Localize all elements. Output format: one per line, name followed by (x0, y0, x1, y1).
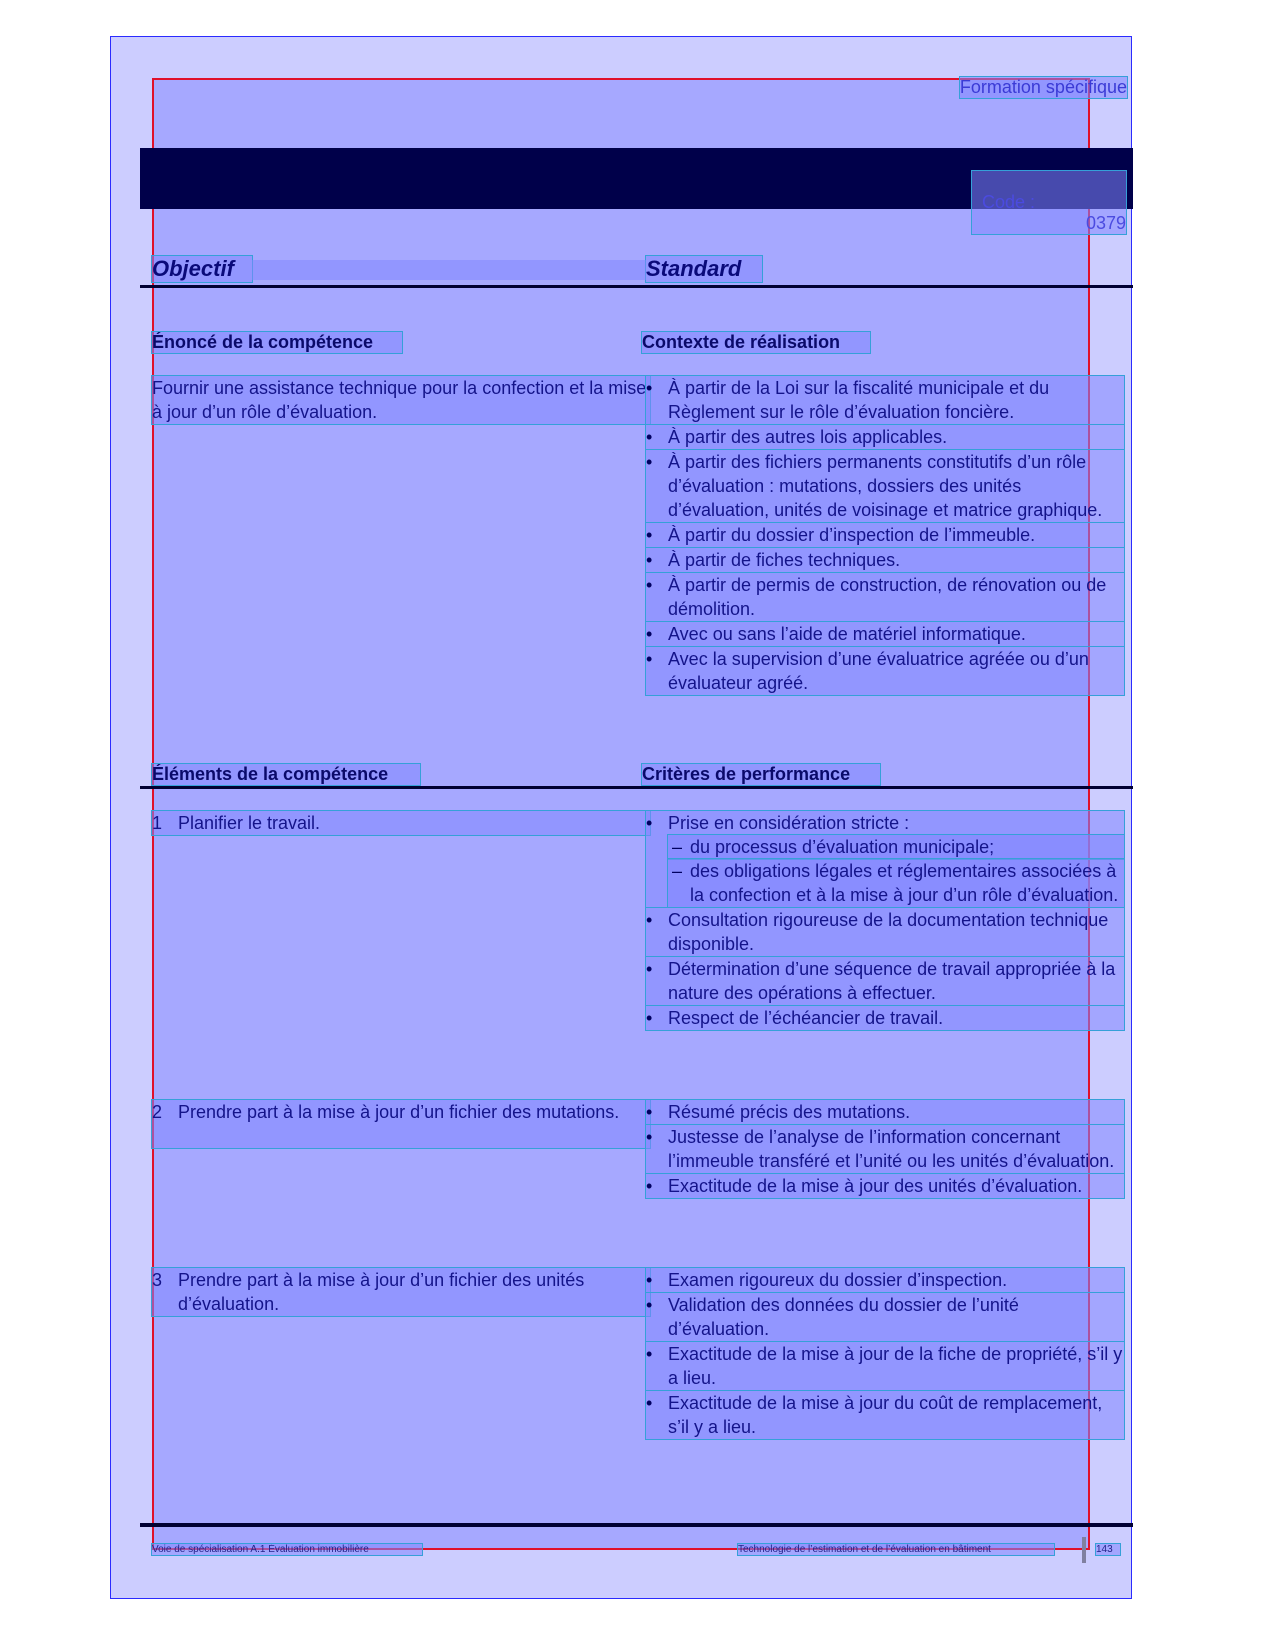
criteria-list (646, 811, 1124, 1031)
criteria-item: • Résumé précis des mutations. (646, 1100, 1124, 1124)
context-item: • À partir de fiches techniques. (646, 548, 1124, 572)
criteria-item: • Exactitude de la mise à jour du coût de remplacement, s’il y a lieu. (646, 1391, 1124, 1439)
context-item: • À partir des autres lois applicables. (646, 425, 1124, 449)
criteria-item (646, 811, 1124, 907)
elements-heading: Éléments de la compétence (152, 764, 420, 785)
context-list (646, 376, 1124, 696)
criteria-subitem: – des obligations légales et réglementaires associées à la confection et à la mise à jour d’un rôle d’évaluation. (668, 859, 1124, 907)
footer-rule (140, 1523, 1133, 1527)
header-rule (140, 285, 1133, 288)
criteria-item: • Exactitude de la mise à jour de la fiche de propriété, s’il y a lieu. (646, 1342, 1124, 1390)
elements-rule (140, 786, 1133, 789)
criteria-text: Prise en considération stricte : (668, 813, 910, 833)
context-item: • À partir de permis de construction, de rénovation ou de démolition. (646, 573, 1124, 621)
top-label: Formation spécifique (959, 77, 1127, 97)
criteria-item: • Examen rigoureux du dossier d’inspection. (646, 1268, 1124, 1292)
code-field (972, 171, 1126, 234)
element-number: 2 (152, 1102, 163, 1122)
criteria-sublist (668, 835, 1124, 907)
element-text: Planifier le travail. (178, 813, 321, 833)
criteria-item: • Consultation rigoureuse de la documentation technique disponible. (646, 908, 1124, 956)
criteria-heading: Critères de performance (642, 764, 880, 785)
statement-heading: Énoncé de la compétence (152, 332, 402, 353)
criteria-item: • Exactitude de la mise à jour des unités d’évaluation. (646, 1174, 1124, 1198)
code-value: 0379 (1085, 213, 1126, 233)
element-text: Prendre part à la mise à jour d’un fichier des unités d’évaluation. (178, 1270, 585, 1314)
context-item: • Avec ou sans l’aide de matériel informatique. (646, 622, 1124, 646)
element-number: 1 (152, 813, 163, 833)
criteria-item: • Justesse de l’analyse de l’information concernant l’immeuble transféré et l’unité ou les unités d’évaluation. (646, 1125, 1124, 1173)
code-label: Code : (982, 192, 1036, 212)
footer-right: Technologie de l’estimation et de l’évaluation en bâtiment (738, 1544, 1054, 1555)
criteria-item: • Détermination d’une séquence de travail appropriée à la nature des opérations à effectuer. (646, 957, 1124, 1005)
criteria-list (646, 1100, 1124, 1199)
context-heading: Contexte de réalisation (642, 332, 870, 353)
element-text: Prendre part à la mise à jour d’un fichier des mutations. (178, 1102, 620, 1122)
element-item (152, 1268, 650, 1316)
element-number: 3 (152, 1270, 163, 1290)
criteria-item: • Respect de l’échéancier de travail. (646, 1006, 1124, 1030)
context-item: • À partir du dossier d’inspection de l’immeuble. (646, 523, 1124, 547)
criteria-item: • Validation des données du dossier de l’unité d’évaluation. (646, 1293, 1124, 1341)
heading-highlight (252, 260, 646, 280)
standard-heading: Standard (646, 256, 762, 282)
element-item (152, 811, 650, 835)
objective-heading: Objectif (152, 256, 252, 282)
footer-marker (1082, 1537, 1086, 1563)
criteria-list (646, 1268, 1124, 1440)
element-item (152, 1100, 650, 1148)
page-number: 143 (1096, 1544, 1120, 1555)
statement-text: Fournir une assistance technique pour la confection et la mise à jour d’un rôle d’évaluation. (152, 376, 650, 424)
context-item: • À partir des fichiers permanents constitutifs d’un rôle d’évaluation : mutations, dossiers des unités d’évaluation, unités de voisinage et matrice graphique. (646, 450, 1124, 522)
criteria-subitem: – du processus d’évaluation municipale; (668, 835, 1124, 859)
context-item: • Avec la supervision d’une évaluatrice agréée ou d’un évaluateur agréé. (646, 647, 1124, 695)
context-item: • À partir de la Loi sur la fiscalité municipale et du Règlement sur le rôle d’évaluation foncière. (646, 376, 1124, 424)
footer-left: Voie de spécialisation A.1 Évaluation immobilière (152, 1544, 422, 1555)
